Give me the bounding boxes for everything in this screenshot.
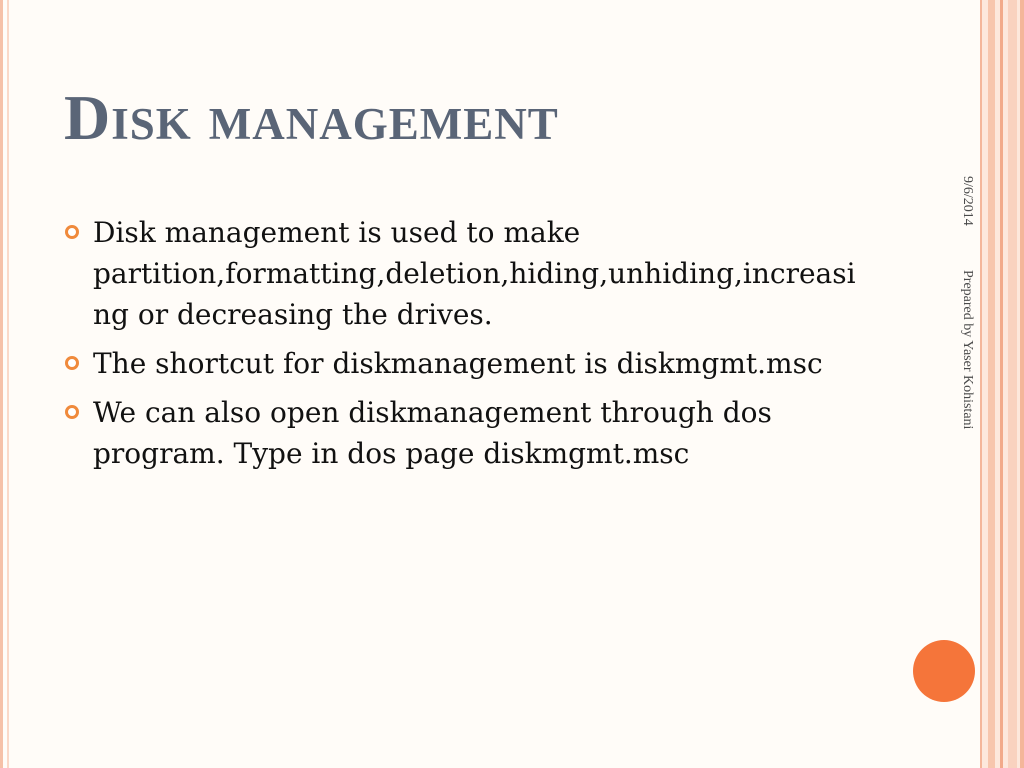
left-border-line bbox=[0, 0, 3, 768]
bullet-text: The shortcut for diskmanagement is diskmgmt.msc bbox=[93, 347, 823, 380]
right-stripe bbox=[1008, 0, 1017, 768]
right-stripe bbox=[1020, 0, 1024, 768]
bullet-text: Disk management is used to make partition,formatting,deletion,hiding,unhiding,increasing or decreasing the drives. bbox=[93, 216, 856, 331]
bullet-item bbox=[64, 343, 864, 384]
orange-ring-bullet-icon bbox=[65, 356, 79, 370]
right-stripe bbox=[1000, 0, 1003, 768]
orange-circle-decoration bbox=[913, 640, 975, 702]
bullet-item bbox=[64, 212, 864, 335]
slide-title: Disk management bbox=[64, 82, 559, 153]
orange-ring-bullet-icon bbox=[65, 225, 79, 239]
bullet-list bbox=[64, 212, 864, 482]
orange-ring-bullet-icon bbox=[65, 405, 79, 419]
slide-author-credit: Prepared by Yaser Kohistani bbox=[960, 270, 975, 430]
right-stripe bbox=[980, 0, 982, 768]
right-stripe bbox=[988, 0, 995, 768]
left-border-line-inner bbox=[7, 0, 9, 768]
slide-date: 9/6/2014 bbox=[960, 176, 975, 226]
bullet-text: We can also open diskmanagement through dos program. Type in dos page diskmgmt.msc bbox=[93, 396, 772, 470]
bullet-item bbox=[64, 392, 864, 474]
